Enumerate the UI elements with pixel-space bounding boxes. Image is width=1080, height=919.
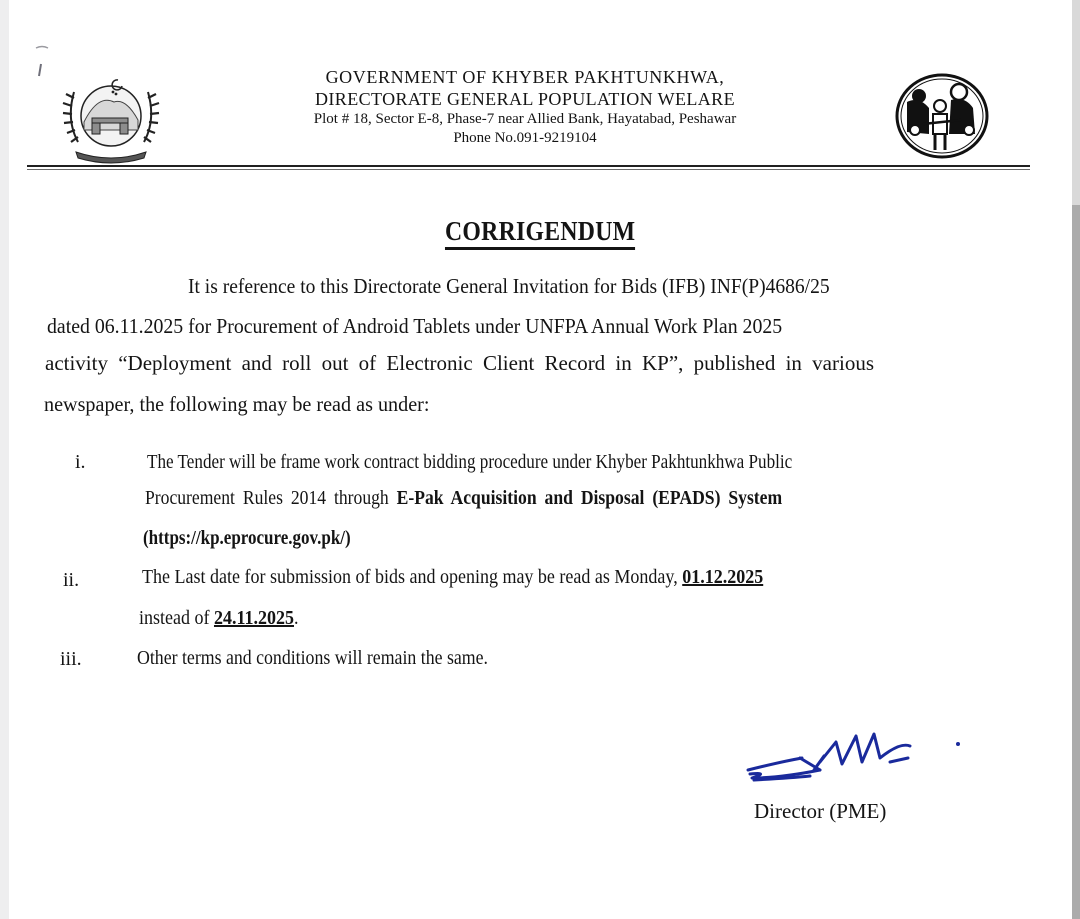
document-title	[0, 216, 1080, 250]
item-ii-period: .	[293, 607, 299, 629]
corrigendum-heading: CORRIGENDUM	[445, 216, 635, 250]
office-address: Plot # 18, Sector E-8, Phase-7 near Allied Bank, Hayatabad, Peshawar	[313, 111, 737, 127]
new-deadline-date: 01.12.2025	[682, 566, 764, 588]
item-ii-line-1	[142, 566, 763, 589]
item-ii-text-2: instead of	[139, 607, 214, 629]
intro-line-2: dated 06.11.2025 for Procurement of Android Tablets under UNFPA Annual Work Plan 2025	[47, 314, 783, 338]
item-i-line-3	[143, 527, 351, 550]
old-deadline-date: 24.11.2025	[213, 607, 294, 629]
stray-pen-mark-icon	[30, 42, 54, 82]
kp-government-emblem-icon	[58, 72, 164, 164]
item-number: i.	[75, 451, 86, 473]
population-welfare-emblem-icon	[893, 72, 991, 160]
item-iii-line-1: Other terms and conditions will remain the same.	[137, 647, 488, 669]
item-number: iii.	[60, 648, 82, 670]
government-name: GOVERNMENT OF KHYBER PAKHTUNKHWA,	[325, 67, 725, 87]
directorate-name: DIRECTORATE GENERAL POPULATION WELARE	[315, 89, 735, 109]
handwritten-signature-icon	[740, 712, 980, 792]
item-number: ii.	[63, 569, 80, 591]
epads-system-name: E-Pak Acquisition and Disposal (EPADS) System	[396, 487, 783, 509]
intro-line-3: activity “Deployment and roll out of Electronic Client Record in KP”, published in various	[45, 351, 874, 375]
letterhead	[210, 66, 840, 148]
item-ii-text: The Last date for submission of bids and opening may be read as Monday,	[142, 566, 683, 588]
signatory-designation: Director (PME)	[754, 799, 887, 823]
scrollbar-thumb[interactable]	[1072, 205, 1080, 919]
item-i-text: Procurement Rules 2014 through	[145, 487, 397, 509]
item-i-line-2	[145, 487, 782, 510]
intro-line-4: newspaper, the following may be read as under:	[44, 392, 430, 416]
scrollbar-track[interactable]	[1072, 0, 1080, 205]
item-ii-line-2	[139, 607, 298, 630]
epads-url-link[interactable]: (https://kp.eprocure.gov.pk/)	[143, 527, 351, 549]
item-i-line-1: The Tender will be frame work contract bidding procedure under Khyber Pakhtunkhwa Public	[147, 451, 793, 473]
letterhead-divider-thin	[27, 169, 1030, 170]
office-phone: Phone No.091-9219104	[453, 130, 597, 146]
intro-line-1: It is reference to this Directorate General Invitation for Bids (IFB) INF(P)4686/25	[188, 274, 830, 298]
page-edge-left	[0, 0, 9, 919]
letterhead-divider-thick	[27, 165, 1030, 167]
